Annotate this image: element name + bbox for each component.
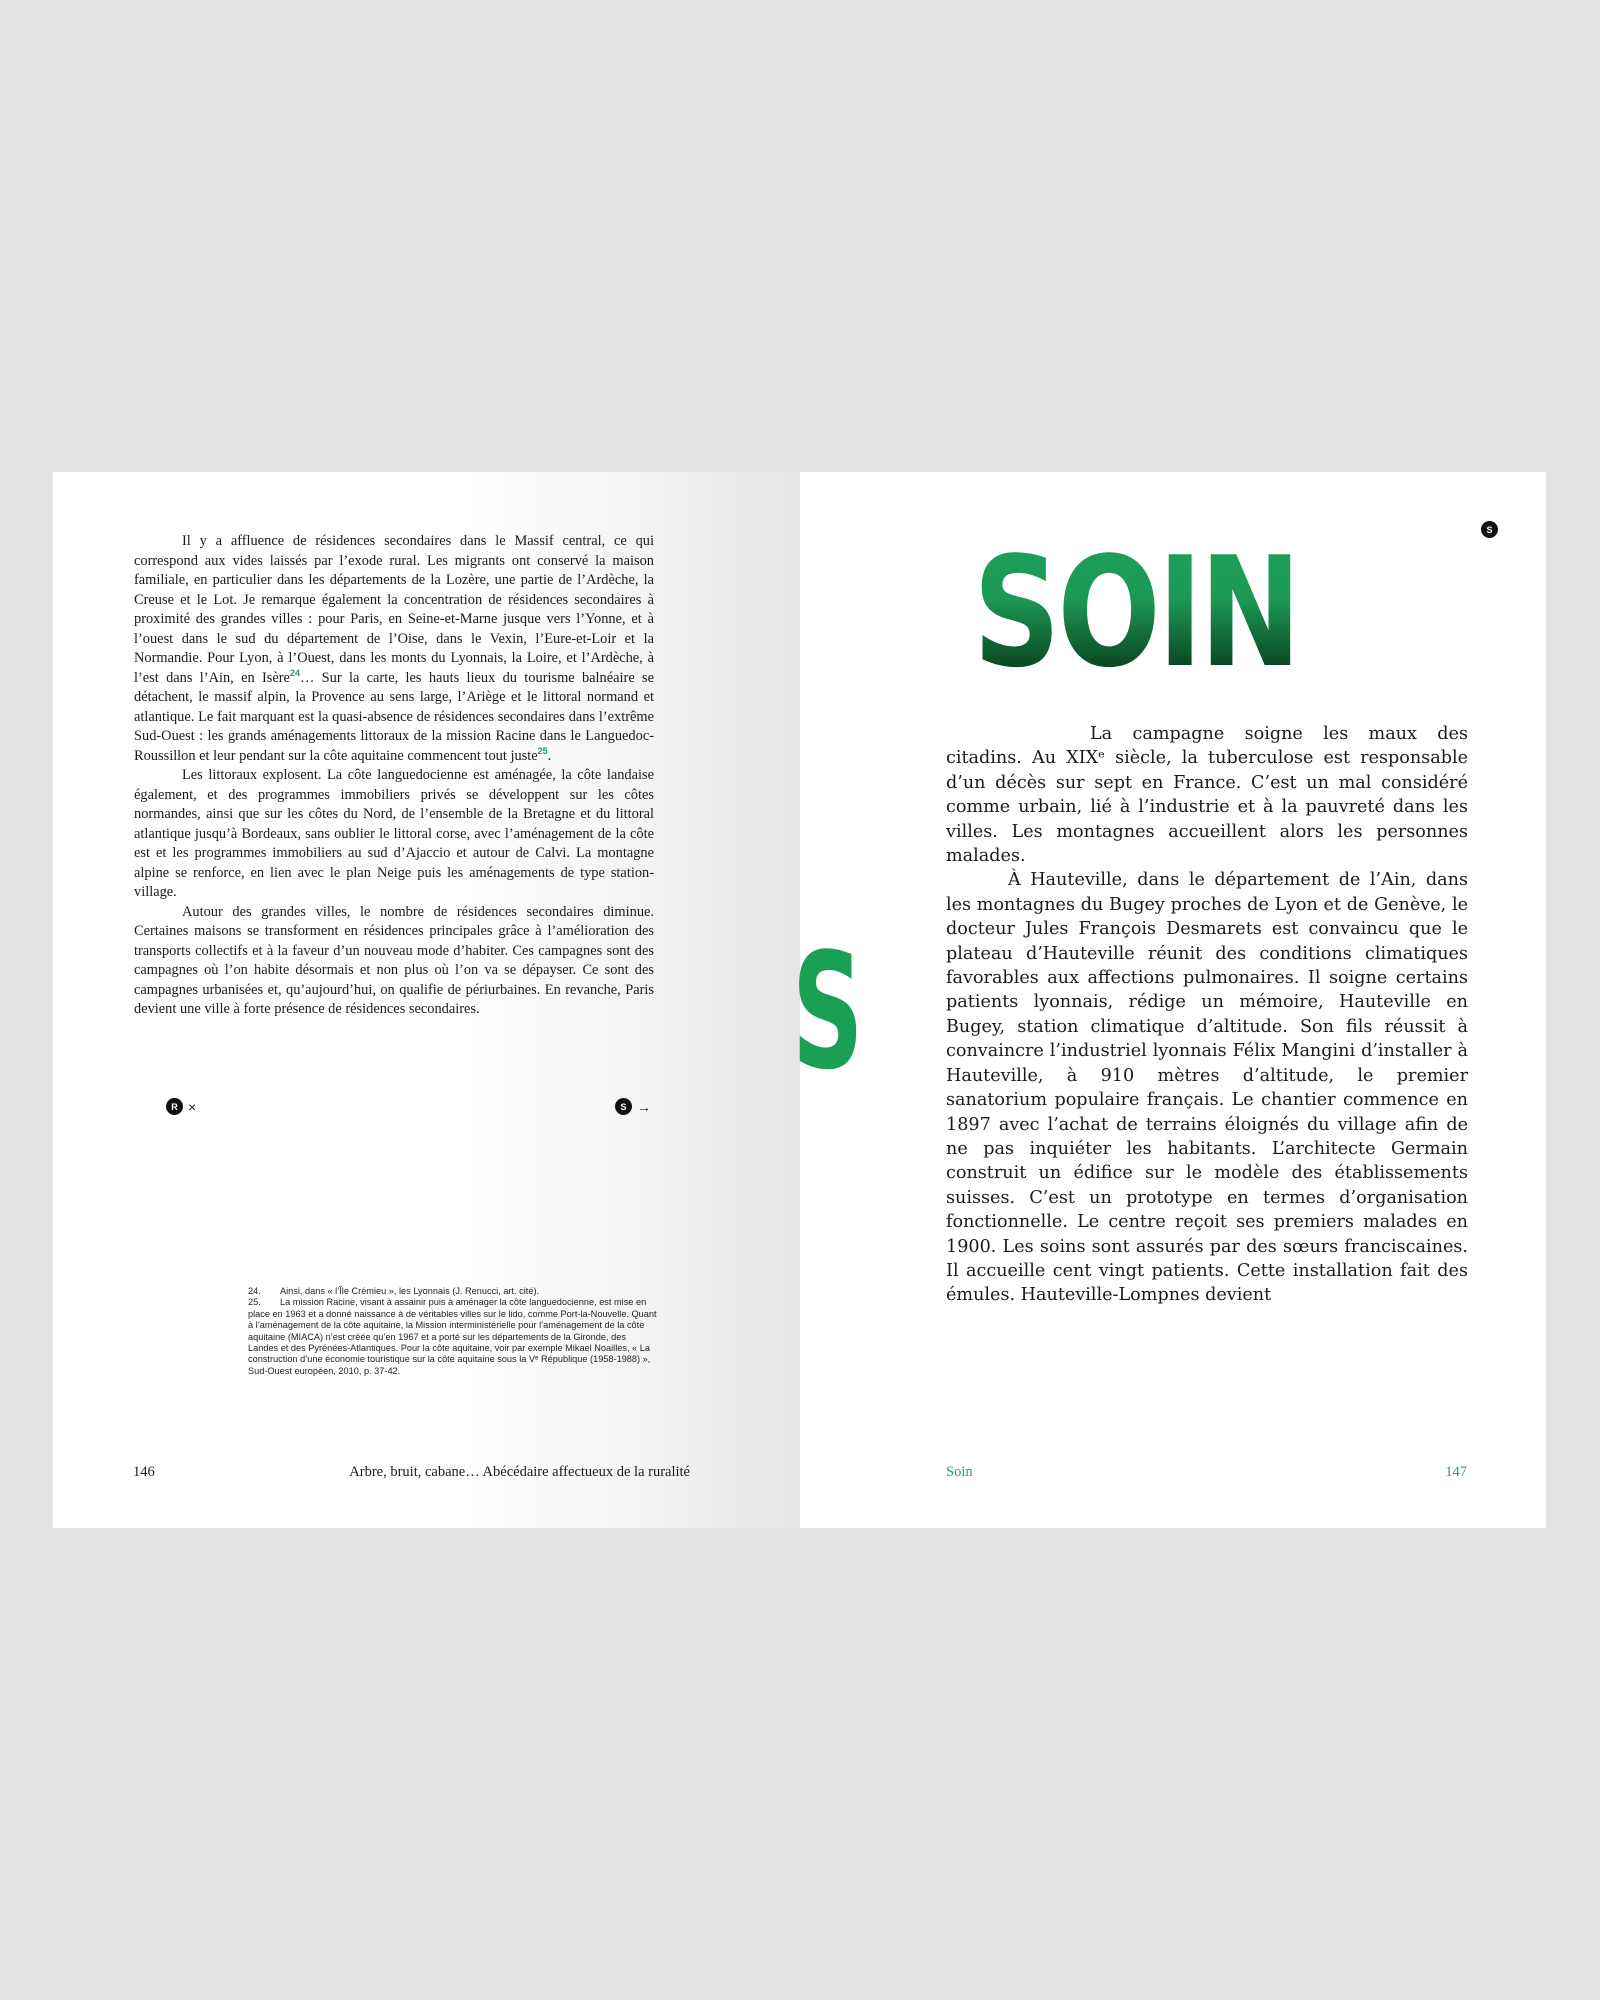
left-page bbox=[53, 472, 799, 1528]
close-icon: × bbox=[188, 1098, 197, 1115]
footnote-ref-24[interactable]: 24 bbox=[289, 667, 300, 678]
running-title-right: Soin bbox=[946, 1464, 973, 1480]
page-number-left: 146 bbox=[133, 1464, 155, 1480]
prev-entry-link[interactable] bbox=[166, 1098, 196, 1115]
chapter-title: SOIN bbox=[973, 524, 1299, 701]
paragraph: La campagne soigne les maux des citadins. Au XIXᵉ siècle, la tuberculose est responsable d’un décès sur sept en France. C’est un mal considéré comme urbain, lié à l’industrie et à la pauvreté dans les villes. Les montagnes accueillent alors les personnes malades. bbox=[946, 724, 1468, 867]
paragraph: Les littoraux explosent. La côte languedocienne est aménagée, la côte landaise également, et des programmes immobiliers privés se développent sur les côtes normandes, ainsi que sur les côtes du Nord, de l’ensemble de la Bretagne et du littoral atlantique jusqu’à Bordeaux, sans oublier le littoral corse, avec l’aménagement de la côte est et les programmes immobiliers au sud d’Ajaccio et autour de Calvi. La montagne alpine se renforce, en lien avec le plan Neige puis les aménagements de type station-village. bbox=[134, 767, 654, 900]
right-page bbox=[792, 472, 1546, 1528]
letter-s-badge-icon: S bbox=[1481, 521, 1498, 538]
letter-r-badge-icon: R bbox=[166, 1098, 183, 1115]
footnotes bbox=[248, 1286, 658, 1377]
paragraph: Autour des grandes villes, le nombre de résidences secondaires diminue. Certaines maisons se transforment en résidences principales grâce à l’amélioration des transports collectifs et à la faveur d’un nouveau mode d’habiter. Ces campagnes sont des campagnes où l’on habite désormais et non plus où l’on va se dépayser. Ce sont des campagnes urbanisées et, qu’aujourd’hui, on qualifie de périurbaines. En revanche, Paris devient une ville à forte présence de résidences secondaires. bbox=[134, 903, 654, 1017]
page-number-right: 147 bbox=[1445, 1464, 1467, 1480]
next-entry-link[interactable] bbox=[615, 1098, 651, 1115]
section-marker[interactable] bbox=[1481, 521, 1498, 538]
footnote: 24. Ainsi, dans « l’Île Crémieu », les Lyonnais (J. Renucci, art. cité). bbox=[248, 1286, 540, 1296]
paragraph: Il y a affluence de résidences secondaires dans le Massif central, ce qui correspond aux vides laissés par l’exode rural. Les migrants ont conservé la maison familiale, en particulier dans les départements de la Lozère, une partie de l’Ardèche, la Creuse et le Lot. Je remarque également la concentration de résidences secondaires à proximité des grandes villes : pour Paris, en Seine-et-Marne jusque vers l’Yonne, et à l’ouest dans le sud du département de l’Oise, dans le Vexin, l’Eure-et-Loir et la Normandie. Pour Lyon, à l’Ouest, dans les monts du Lyonnais, la Loire, et l’Ardèche, à l’est dans l’Ain, en Isère$^{24}$… Sur la carte, les hauts lieux du tourisme balnéaire se détachent, le massif alpin, la Provence au sens large, l’Ariège et le littoral normand et atlantique. Le fait marquant est la quasi-absence de résidences secondaires dans l’extrême Sud-Ouest : les grands aménagements littoraux de la mission Racine dans le Languedoc-Roussillon et leur pendant sur la côte aquitaine commencent tout juste$^{25}$. bbox=[134, 533, 655, 764]
footnote: 25. La mission Racine, visant à assainir puis à aménager la côte languedocienne, est mise en place en 1963 et a donné naissance à de véritables villes sur le lido, comme Port-la-Nouvelle. Quant à l’aménagement de la côte aquitaine, la Mission interministérielle pour l’aménagement de la côte aquitaine (MIACA) n’est créée qu’en 1967 et a porté sur les départements de la Gironde, des Landes et des Pyrénées-Atlantiques. Pour la côte aquitaine, voir par exemple Mikael Noailles, « La construction d’une économie touristique sur la côte aquitaine sous la Vᵉ République (1958-1988) », Sud-Ouest européen, 2010, p. 37-42. bbox=[248, 1297, 657, 1376]
right-body-text bbox=[946, 722, 1468, 1308]
letter-s-badge-icon: S bbox=[615, 1098, 632, 1115]
footnote-ref-25[interactable]: 25 bbox=[537, 745, 548, 756]
running-title-left: Arbre, bruit, cabane… Abécédaire affectueux de la ruralité bbox=[349, 1464, 690, 1480]
side-letter: S bbox=[792, 918, 864, 1105]
paragraph: À Hauteville, dans le département de l’Ain, dans les montagnes du Bugey proches de Lyon et de Genève, le docteur Jules François Desmarets est convaincu que le plateau d’Hauteville réunit des conditions climatiques favorables aux affections pulmonaires. Il soigne certains patients lyonnais, rédige un mémoire, Hauteville en Bugey, station climatique d’altitude. Son fils réussit à convaincre l’industriel lyonnais Félix Mangini d’installer à Hauteville, à 910 mètres d’altitude, le premier sanatorium populaire français. Le chantier commence en 1897 avec l’achat de terrains éloignés du village afin de ne pas inquiéter les habitants. L’architecte Germain construit un édifice sur le modèle des établissements suisses. C’est un prototype en termes d’organisation fonctionnelle. Le centre reçoit ses premiers malades en 1900. Les soins sont assurés par des sœurs franciscaines. Il accueille cent vingt patients. Cette installation fait des émules. Hauteville-Lompnes devient bbox=[946, 870, 1468, 1306]
left-body-text bbox=[134, 532, 654, 1020]
arrow-right-icon: → bbox=[637, 1098, 651, 1115]
